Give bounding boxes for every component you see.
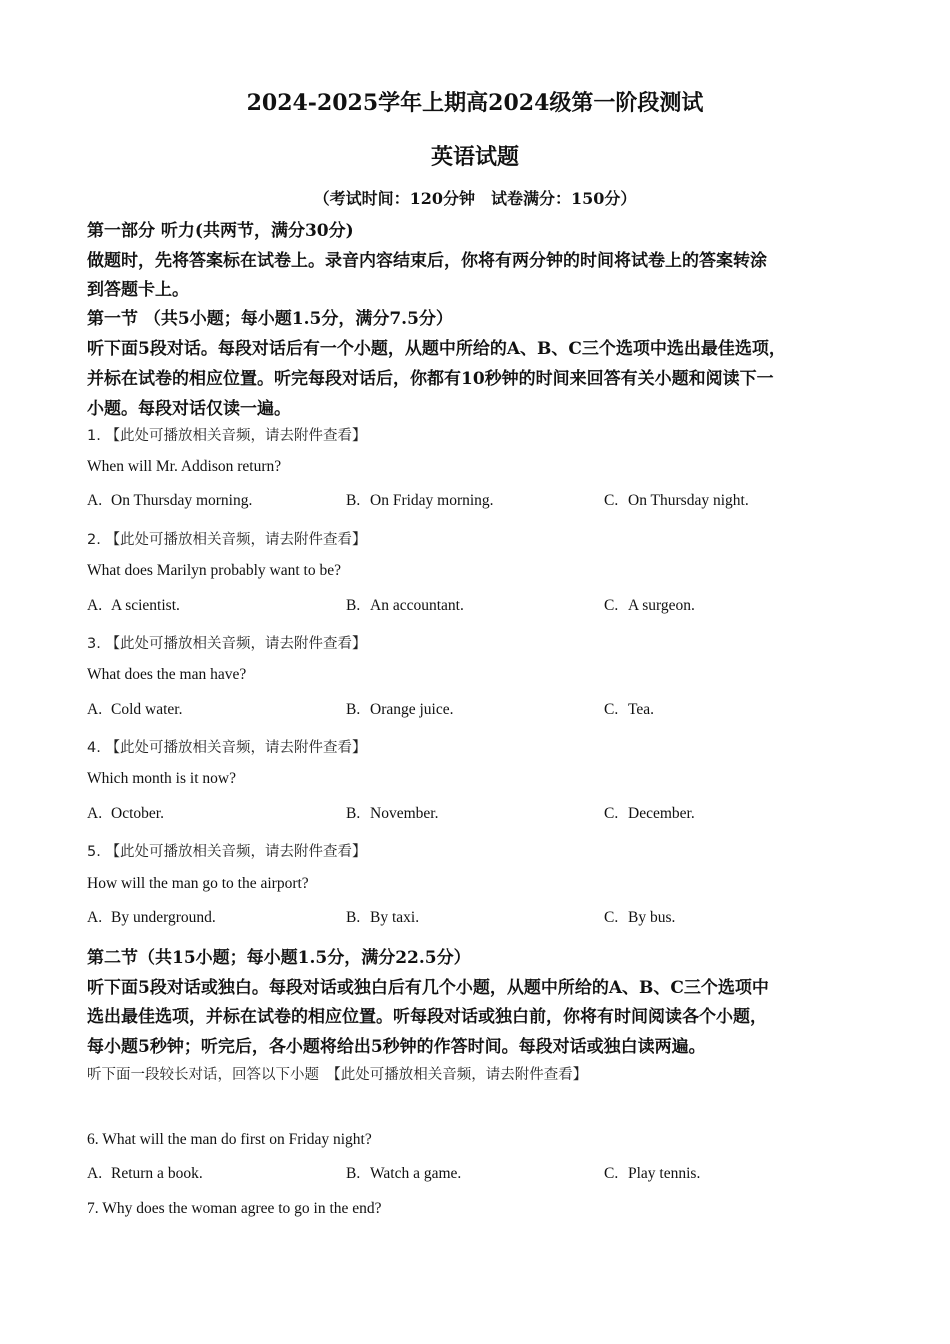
q6-option-c[interactable]: C. Play tennis. [604, 1165, 701, 1182]
q5-option-c[interactable]: C. By bus. [604, 909, 676, 926]
q3-option-c[interactable]: C. Tea. [604, 701, 655, 718]
q4-option-a[interactable]: A. October. [87, 805, 164, 822]
q3-option-a[interactable]: A. Cold water. [87, 701, 183, 718]
q4-stem: Which month is it now? [87, 770, 236, 787]
q4-option-b[interactable]: B. November. [346, 805, 439, 822]
q1-option-c[interactable]: C. On Thursday night. [604, 492, 749, 509]
q2-option-a[interactable]: A. A scientist. [87, 597, 180, 614]
q6-option-b[interactable]: B. Watch a game. [346, 1165, 462, 1182]
q4-option-c[interactable]: C. December. [604, 805, 695, 822]
section1-instructions-line3: 小题。每段对话仅读一遍。 [87, 399, 291, 419]
section2-instructions-line2: 选出最佳选项，并标在试卷的相应位置。听每段对话或独白前，你将有时间阅读各个小题， [87, 1007, 767, 1027]
part1-instructions-line1: 做题时，先将答案标在试卷上。录音内容结束后，你将有两分钟的时间将试卷上的答案转涂 [87, 251, 767, 271]
q3-audio-link[interactable]: 3. 【此处可播放相关音频，请去附件查看】 [87, 636, 367, 652]
part1-heading: 第一部分 听力(共两节，满分30分) [87, 221, 354, 241]
q1-option-b[interactable]: B. On Friday morning. [346, 492, 494, 509]
q5-option-b[interactable]: B. By taxi. [346, 909, 420, 926]
q3-option-b[interactable]: B. Orange juice. [346, 701, 454, 718]
q6-option-a[interactable]: A. Return a book. [87, 1165, 203, 1182]
q1-option-a[interactable]: A. On Thursday morning. [87, 492, 253, 509]
q3-stem: What does the man have? [87, 666, 247, 683]
section1-heading: 第一节 （共5小题；每小题1.5分，满分7.5分） [87, 309, 453, 329]
q2-stem: What does Marilyn probably want to be? [87, 562, 341, 579]
q5-stem: How will the man go to the airport? [87, 875, 309, 892]
exam-info: （考试时间：120分钟 试卷满分：150分） [313, 189, 637, 208]
page-subtitle: 英语试题 [430, 144, 519, 170]
section2-instructions-line1: 听下面5段对话或独白。每段对话或独白后有几个小题，从题中所给的A、B、C三个选项中 [87, 978, 769, 998]
section1-instructions-line1: 听下面5段对话。每段对话后有一个小题，从题中所给的A、B、C三个选项中选出最佳选项， [87, 339, 786, 359]
page-title: 2024-2025学年上期高2024级第一阶段测试 [246, 90, 704, 116]
q5-audio-link[interactable]: 5. 【此处可播放相关音频，请去附件查看】 [87, 844, 367, 860]
section2-heading: 第二节（共15小题；每小题1.5分，满分22.5分） [87, 948, 471, 968]
section2-audio-note[interactable]: 听下面一段较长对话，回答以下小题 【此处可播放相关音频，请去附件查看】 [87, 1067, 588, 1083]
q2-option-c[interactable]: C. A surgeon. [604, 597, 695, 614]
q5-option-a[interactable]: A. By underground. [87, 909, 216, 926]
q4-audio-link[interactable]: 4. 【此处可播放相关音频，请去附件查看】 [87, 740, 367, 756]
q7-stem: 7. Why does the woman agree to go in the end? [87, 1200, 382, 1217]
section2-instructions-line3: 每小题5秒钟；听完后，各小题将给出5秒钟的作答时间。每段对话或独白读两遍。 [87, 1037, 706, 1057]
part1-instructions-line2: 到答题卡上。 [87, 280, 189, 300]
section1-instructions-line2: 并标在试卷的相应位置。听完每段对话后，你都有10秒钟的时间来回答有关小题和阅读下一 [87, 369, 774, 389]
q1-audio-link[interactable]: 1. 【此处可播放相关音频，请去附件查看】 [87, 428, 367, 444]
q2-option-b[interactable]: B. An accountant. [346, 597, 464, 614]
q2-audio-link[interactable]: 2. 【此处可播放相关音频，请去附件查看】 [87, 532, 367, 548]
q1-stem: When will Mr. Addison return? [87, 458, 282, 475]
q6-stem: 6. What will the man do first on Friday night? [87, 1131, 372, 1148]
